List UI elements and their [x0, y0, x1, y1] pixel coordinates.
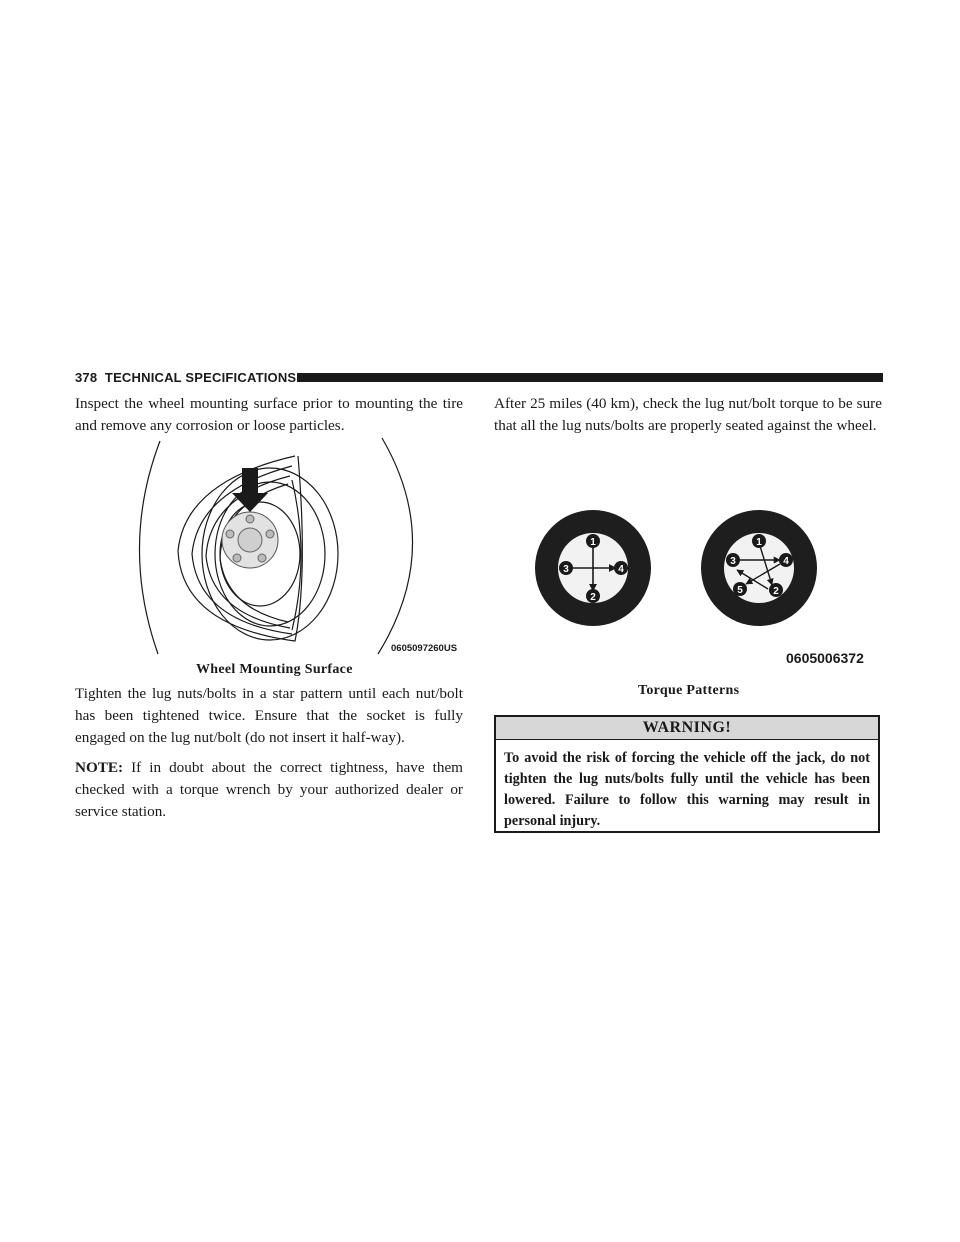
lug-stud-2: [266, 530, 274, 538]
lug-stud-1: [246, 515, 254, 523]
lug-label-3: [559, 561, 573, 575]
svg-text:5: 5: [737, 585, 743, 596]
tire-outer-left-arc: [139, 441, 160, 654]
warning-text: To avoid the risk of forcing the vehicle off the jack, do not tighten the lug nuts/bolts fully until the vehicle has been lowered. Failure to follow this warning may result in personal injury.: [504, 750, 870, 829]
wheel-figure-id: 0605097260US: [391, 643, 458, 654]
header-rule: [297, 373, 883, 382]
svg-text:3: 3: [730, 556, 736, 567]
lug-label-1: [586, 534, 600, 548]
hub-center: [238, 528, 262, 552]
page-number: 378: [75, 370, 98, 385]
down-arrow-icon: [232, 468, 268, 512]
left-column: [75, 393, 463, 437]
torque-figure-caption: Torque Patterns: [638, 683, 740, 698]
page-header: [75, 370, 883, 386]
lug-label-4: [779, 553, 793, 567]
tire-outer-right-arc: [378, 438, 413, 654]
four-lug-pattern: [535, 510, 651, 626]
lug-stud-3: [258, 554, 266, 562]
svg-text:1: 1: [590, 537, 596, 548]
lug-stud-4: [233, 554, 241, 562]
lug-label-3: [726, 553, 740, 567]
wheel-mounting-surface-illustration: [120, 436, 470, 656]
warning-title: WARNING!: [496, 717, 878, 740]
note-text: If in doubt about the correct tightness, have them checked with a torque wrench by your authorized dealer or service station.: [75, 759, 463, 820]
svg-text:3: 3: [563, 564, 569, 575]
right-intro-paragraph: After 25 miles (40 km), check the lug nut/bolt torque to be sure that all the lug nuts/bolts are properly seated against the wheel.: [494, 395, 882, 434]
right-column: [494, 393, 882, 437]
tighten-paragraph: Tighten the lug nuts/bolts in a star pattern until each nut/bolt has been tightened twice. Ensure that the socket is fully engaged on the lug nut/bolt (do not insert it half-way).: [75, 685, 463, 746]
note-label: NOTE:: [75, 759, 124, 776]
lug-label-2: [769, 583, 783, 597]
wheel-hub: [222, 512, 278, 568]
lug-label-4: [614, 561, 628, 575]
lug-label-1: [752, 534, 766, 548]
note-paragraph: [75, 757, 463, 823]
svg-text:2: 2: [590, 592, 596, 603]
lug-stud-5: [226, 530, 234, 538]
warning-box: [494, 715, 880, 833]
svg-text:2: 2: [773, 586, 779, 597]
lug-label-2: [586, 589, 600, 603]
left-intro-paragraph: Inspect the wheel mounting surface prior to mounting the tire and remove any corrosion or loose particles.: [75, 395, 463, 434]
svg-text:4: 4: [783, 556, 789, 567]
header-label: [75, 370, 296, 386]
svg-text:1: 1: [756, 537, 762, 548]
section-title: TECHNICAL SPECIFICATIONS: [104, 370, 297, 385]
torque-figure-id: 0605006372: [786, 650, 864, 666]
torque-patterns-illustration: [530, 500, 875, 670]
wheel-figure-caption: Wheel Mounting Surface: [196, 662, 353, 677]
lug-label-5: [733, 582, 747, 596]
svg-text:4: 4: [618, 564, 624, 575]
five-lug-pattern: [701, 510, 817, 626]
left-body: [75, 683, 463, 831]
